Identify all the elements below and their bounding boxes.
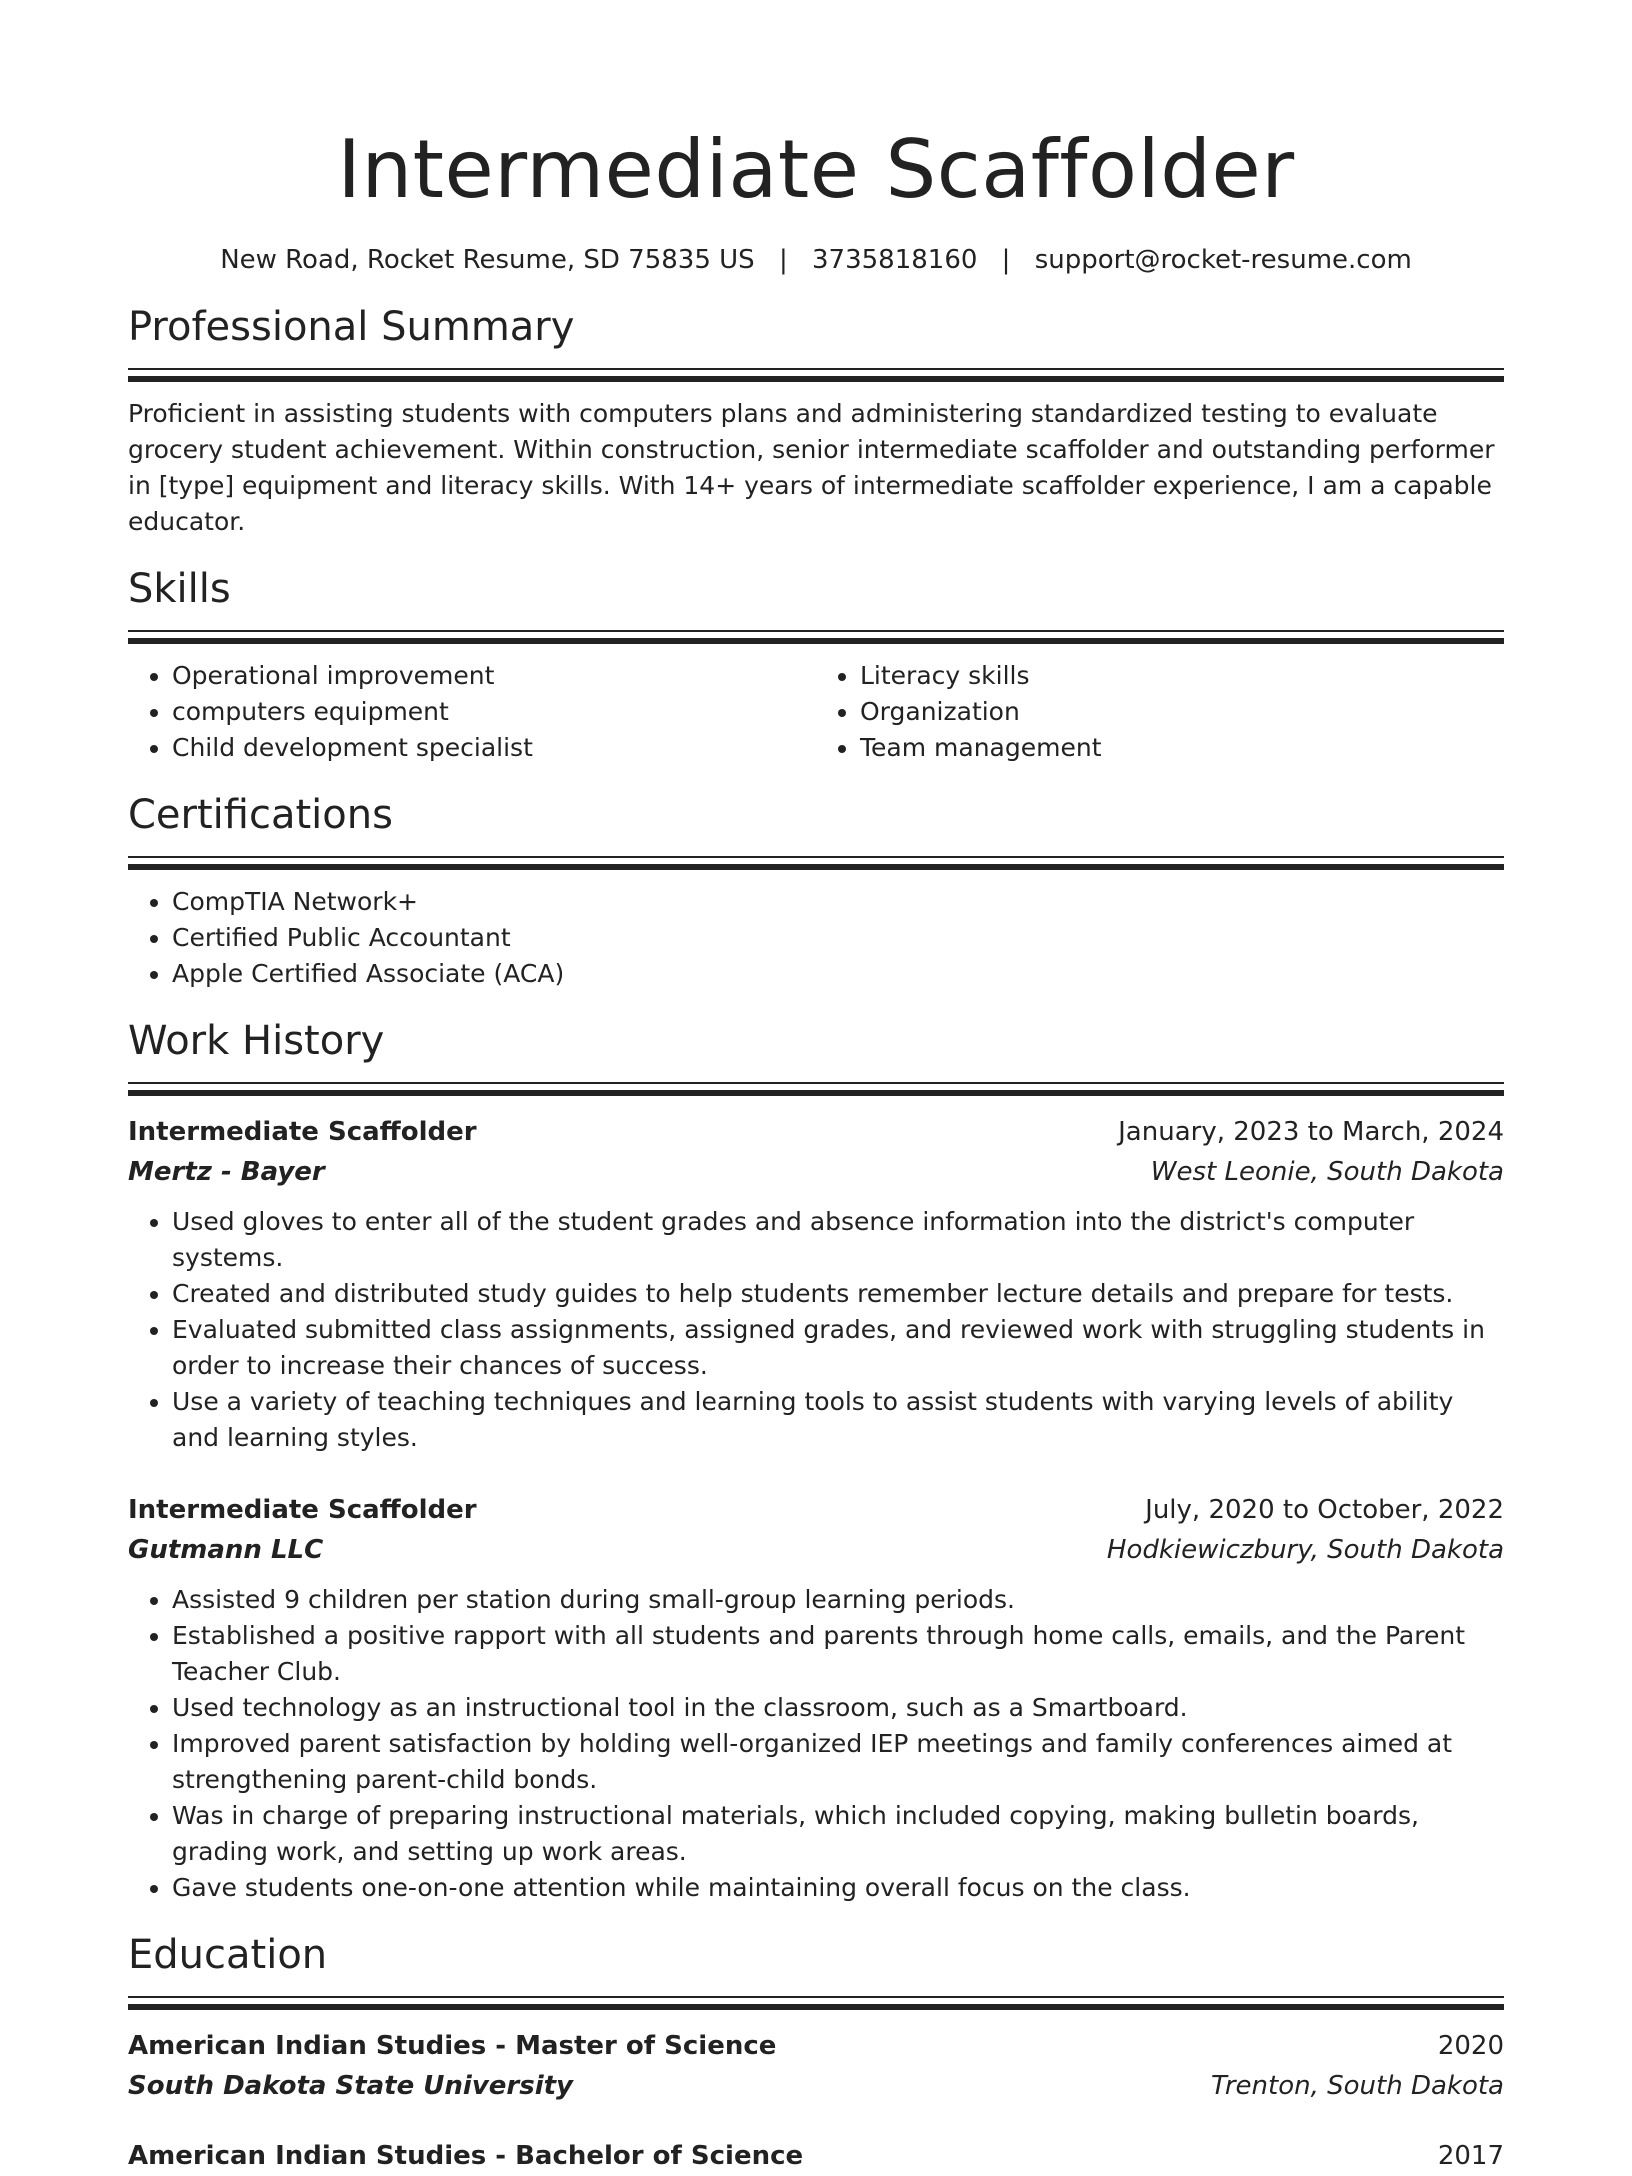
skill-item: • Child development specialist xyxy=(172,730,816,766)
job-title: Intermediate Scaffolder xyxy=(128,1117,477,1147)
job-bullet: • Use a variety of teaching techniques and learning tools to assist students with varying levels of ability and learning styles. xyxy=(172,1384,1504,1456)
job-location: Hodkiewiczbury, South Dakota xyxy=(1106,1535,1504,1565)
education-year: 2020 xyxy=(1437,2031,1504,2061)
contact-line xyxy=(128,242,1504,278)
job-entry xyxy=(128,1490,1504,1906)
education-degree-row xyxy=(128,2026,1504,2066)
contact-separator: | xyxy=(778,245,788,275)
skill-item: • Organization xyxy=(860,694,1504,730)
job-company-row xyxy=(128,1152,1504,1192)
education-degree: American Indian Studies - Master of Science xyxy=(128,2031,777,2061)
education-year: 2017 xyxy=(1437,2141,1504,2171)
job-title: Intermediate Scaffolder xyxy=(128,1495,477,1525)
certification-item: • Certified Public Accountant xyxy=(172,920,1504,956)
section-divider xyxy=(128,630,1504,644)
contact-separator: | xyxy=(1001,245,1011,275)
job-bullet: • Created and distributed study guides to help students remember lecture details and prepare for tests. xyxy=(172,1276,1504,1312)
education-school: South Dakota State University xyxy=(128,2071,573,2101)
job-bullet: • Was in charge of preparing instructional materials, which included copying, making bulletin boards, grading work, and setting up work areas. xyxy=(172,1798,1504,1870)
job-entry xyxy=(128,1112,1504,1456)
candidate-name: Intermediate Scaffolder xyxy=(337,123,1295,216)
skills-heading: Skills xyxy=(128,566,231,612)
skill-item: • Team management xyxy=(860,730,1504,766)
certification-item: • Apple Certified Associate (ACA) xyxy=(172,956,1504,992)
job-bullets xyxy=(128,1204,1504,1456)
skills-list-left xyxy=(128,658,816,766)
certifications-section xyxy=(128,788,1504,992)
contact-email: support@rocket-resume.com xyxy=(1034,245,1412,275)
education-degree: American Indian Studies - Bachelor of Science xyxy=(128,2141,804,2171)
certifications-heading: Certifications xyxy=(128,792,393,838)
skills-columns xyxy=(128,658,1504,766)
summary-heading: Professional Summary xyxy=(128,304,575,350)
work-history-section xyxy=(128,1014,1504,1906)
education-location: Trenton, South Dakota xyxy=(1210,2071,1504,2101)
job-bullet: • Assisted 9 children per station during small-group learning periods. xyxy=(172,1582,1504,1618)
summary-text: Proficient in assisting students with computers plans and administering standardized testing to evaluate grocery student achievement. Within construction, senior intermediate scaffolder and outstanding performer in [type] equipment and literacy skills. With 14+ years of intermediate scaffolder experience, I am a capable educator. xyxy=(128,399,1495,536)
education-entry xyxy=(128,2026,1504,2106)
section-divider xyxy=(128,1082,1504,1096)
section-divider xyxy=(128,368,1504,382)
job-bullet: • Established a positive rapport with all students and parents through home calls, emails, and the Parent Teacher Club. xyxy=(172,1618,1504,1690)
job-bullets xyxy=(128,1582,1504,1906)
skills-list-right xyxy=(816,658,1504,766)
contact-address: New Road, Rocket Resume, SD 75835 US xyxy=(220,245,755,275)
job-dates: July, 2020 to October, 2022 xyxy=(1145,1495,1504,1525)
job-title-row xyxy=(128,1490,1504,1530)
education-entry xyxy=(128,2136,1504,2176)
job-bullet: • Used gloves to enter all of the student grades and absence information into the district's computer systems. xyxy=(172,1204,1504,1276)
section-divider xyxy=(128,1996,1504,2010)
certification-item: • CompTIA Network+ xyxy=(172,884,1504,920)
section-divider xyxy=(128,856,1504,870)
job-company: Gutmann LLC xyxy=(128,1535,324,1565)
job-company-row xyxy=(128,1530,1504,1570)
certifications-list xyxy=(128,884,1504,992)
education-section xyxy=(128,1928,1504,2176)
skill-item: • Literacy skills xyxy=(860,658,1504,694)
summary-section xyxy=(128,300,1504,540)
job-location: West Leonie, South Dakota xyxy=(1150,1157,1504,1187)
education-heading: Education xyxy=(128,1932,328,1978)
job-bullet: • Evaluated submitted class assignments, assigned grades, and reviewed work with struggling students in order to increase their chances of success. xyxy=(172,1312,1504,1384)
skill-item: • computers equipment xyxy=(172,694,816,730)
job-company: Mertz - Bayer xyxy=(128,1157,325,1187)
job-title-row xyxy=(128,1112,1504,1152)
skill-item: • Operational improvement xyxy=(172,658,816,694)
contact-phone: 3735818160 xyxy=(811,245,978,275)
job-dates: January, 2023 to March, 2024 xyxy=(1118,1117,1504,1147)
education-degree-row xyxy=(128,2136,1504,2176)
job-bullet: • Gave students one-on-one attention while maintaining overall focus on the class. xyxy=(172,1870,1504,1906)
education-school-row xyxy=(128,2066,1504,2106)
job-bullet: • Improved parent satisfaction by holding well-organized IEP meetings and family conferences aimed at strengthening parent-child bonds. xyxy=(172,1726,1504,1798)
job-bullet: • Used technology as an instructional tool in the classroom, such as a Smartboard. xyxy=(172,1690,1504,1726)
work-history-heading: Work History xyxy=(128,1018,385,1064)
skills-section xyxy=(128,562,1504,766)
